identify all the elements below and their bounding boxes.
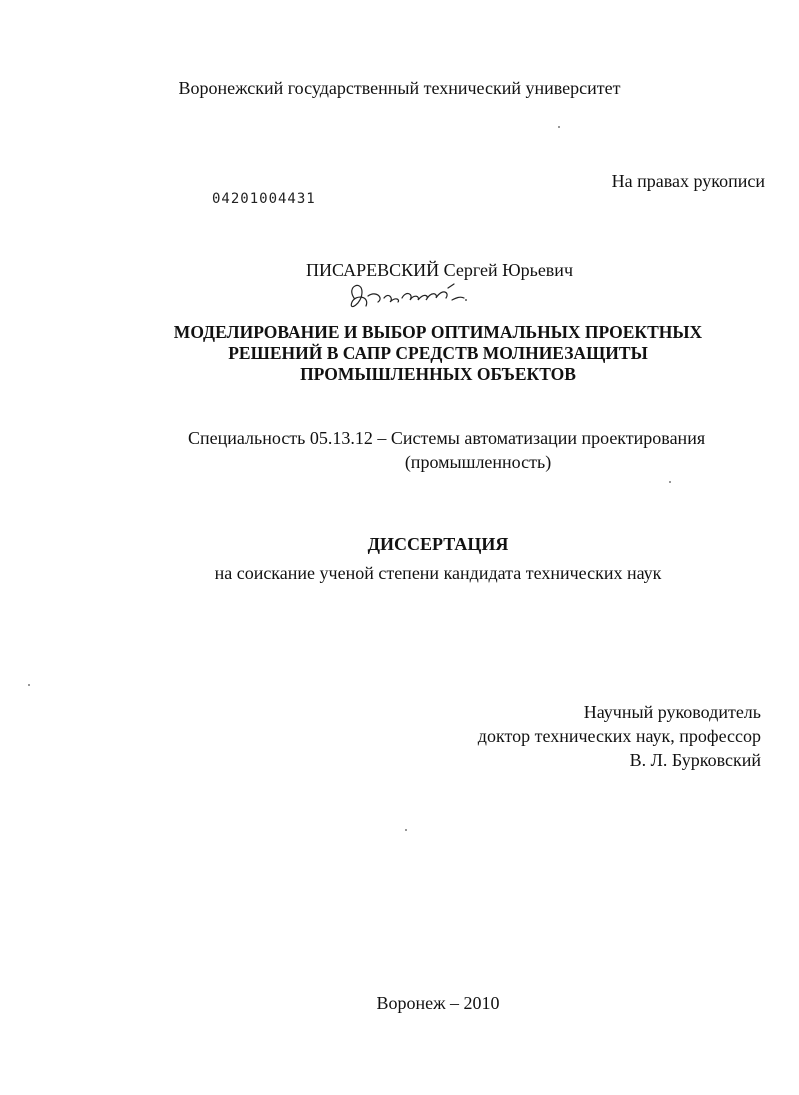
- degree-statement: на соискание ученой степени кандидата технических наук: [214, 563, 662, 583]
- signature: [340, 276, 470, 316]
- scan-speck: [558, 126, 560, 128]
- title-line: РЕШЕНИЙ В САПР СРЕДСТВ МОЛНИЕЗАЩИТЫ: [228, 343, 648, 363]
- supervisor-role: Научный руководитель: [583, 702, 761, 722]
- author-name: ПИСАРЕВСКИЙ Сергей Юрьевич: [306, 260, 573, 280]
- dissertation-title: [0, 322, 799, 385]
- scan-speck: [669, 481, 671, 483]
- scan-speck: [405, 829, 407, 831]
- specialty-line: Специальность 05.13.12 – Системы автоматизации проектирования: [188, 428, 706, 448]
- manuscript-note: На правах рукописи: [611, 171, 765, 191]
- university-name: Воронежский государственный технический университет: [178, 78, 621, 98]
- title-line: ПРОМЫШЛЕННЫХ ОБЪЕКТОВ: [300, 364, 576, 384]
- scan-speck: [28, 684, 30, 686]
- document-type: ДИССЕРТАЦИЯ: [367, 534, 509, 554]
- supervisor-degree: доктор технических наук, профессор: [477, 726, 761, 746]
- supervisor-name: В. Л. Бурковский: [629, 750, 761, 770]
- city-and-year: Воронеж – 2010: [376, 993, 500, 1013]
- specialty-line-continued: (промышленность): [404, 452, 552, 472]
- title-line: МОДЕЛИРОВАНИЕ И ВЫБОР ОПТИМАЛЬНЫХ ПРОЕКТНЫХ: [173, 322, 703, 342]
- document-code: 04201004431: [212, 191, 316, 207]
